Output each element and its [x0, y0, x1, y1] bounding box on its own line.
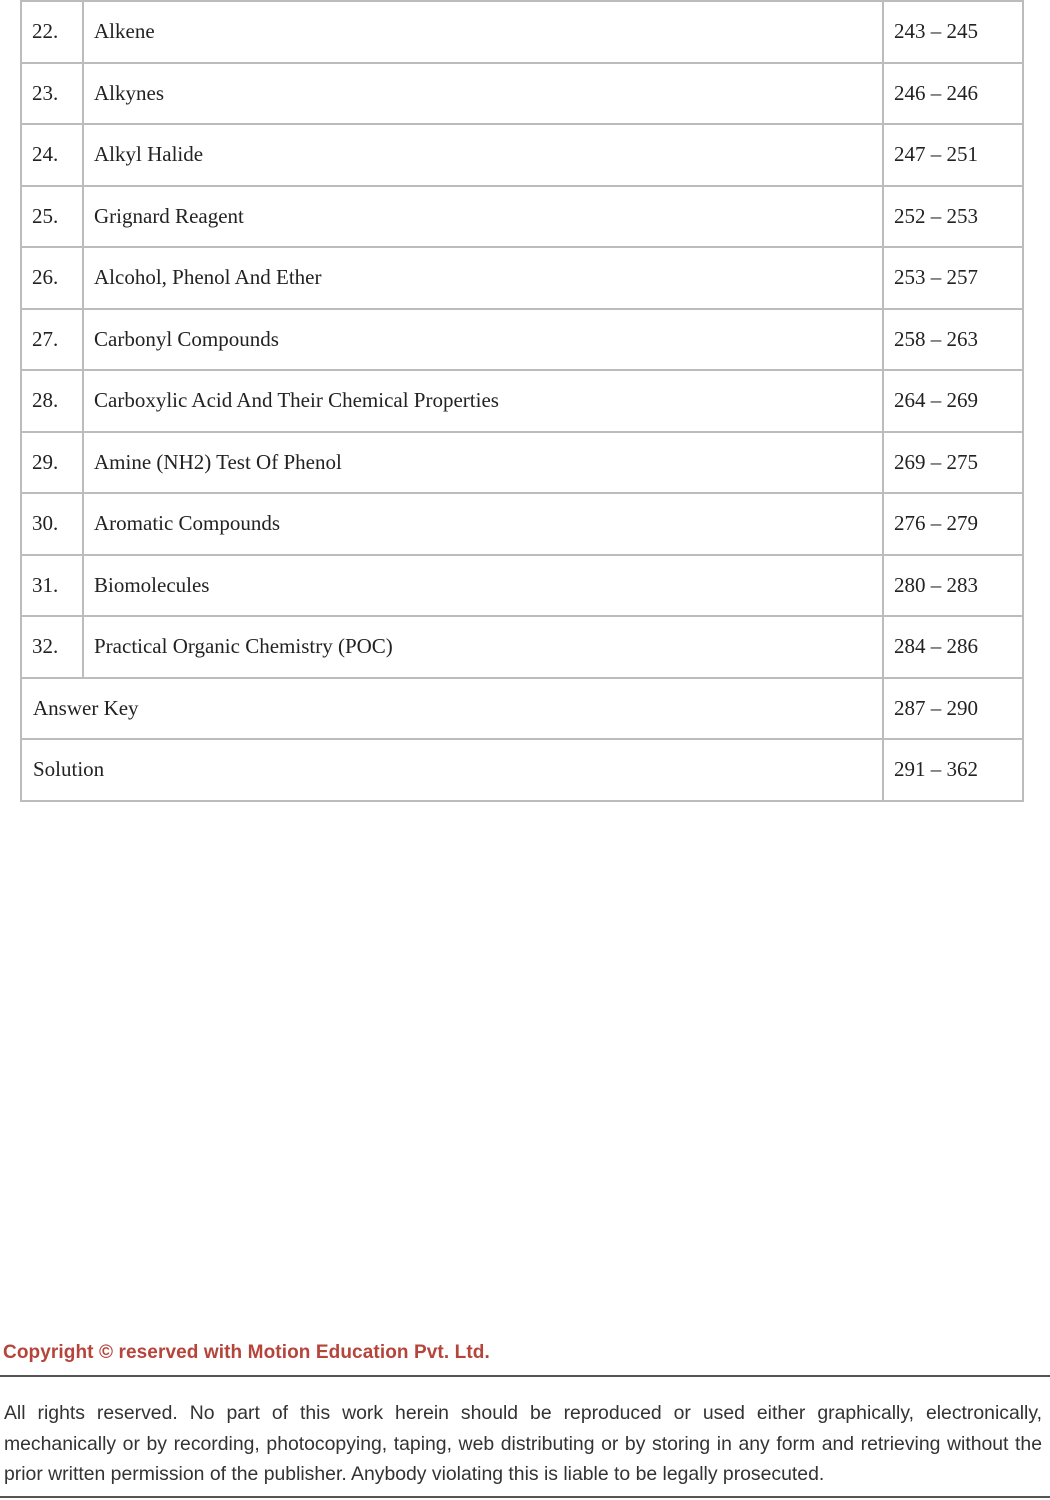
page-range: 276 – 279: [883, 493, 1023, 555]
table-row: [21, 370, 1023, 432]
chapter-number: 27.: [21, 309, 83, 371]
table-row: [21, 309, 1023, 371]
rights-statement: All rights reserved. No part of this work herein should be reproduced or used either graphically, electronically, mechanically or by recording, photocopying, taping, web distributing or by storing in any form and retrieving without the prior written permission of the publisher. Anybody violating this is liable to be legally prosecuted.: [4, 1402, 1042, 1485]
chapter-title: Practical Organic Chemistry (POC): [83, 616, 883, 678]
table-row-answer-key: [21, 678, 1023, 740]
chapter-title: Alkyl Halide: [83, 124, 883, 186]
chapter-title: Biomolecules: [83, 555, 883, 617]
page-range: 264 – 269: [883, 370, 1023, 432]
table-row-solution: [21, 739, 1023, 801]
chapter-title: Alcohol, Phenol And Ether: [83, 247, 883, 309]
table-row: [21, 432, 1023, 494]
section-title: Answer Key: [21, 678, 883, 740]
section-title: Solution: [21, 739, 883, 801]
chapter-number: 28.: [21, 370, 83, 432]
chapter-number: 26.: [21, 247, 83, 309]
chapter-title: Alkene: [83, 1, 883, 63]
chapter-number: 23.: [21, 63, 83, 125]
page-range: 246 – 246: [883, 63, 1023, 125]
chapter-number: 32.: [21, 616, 83, 678]
page-range: 291 – 362: [883, 739, 1023, 801]
page-range: 280 – 283: [883, 555, 1023, 617]
chapter-number: 24.: [21, 124, 83, 186]
chapter-number: 31.: [21, 555, 83, 617]
chapter-title: Carboxylic Acid And Their Chemical Properties: [83, 370, 883, 432]
chapter-number: 30.: [21, 493, 83, 555]
table-row: [21, 124, 1023, 186]
page-range: 284 – 286: [883, 616, 1023, 678]
chapter-title: Aromatic Compounds: [83, 493, 883, 555]
page-range: 252 – 253: [883, 186, 1023, 248]
page-range: 247 – 251: [883, 124, 1023, 186]
page-range: 243 – 245: [883, 1, 1023, 63]
page-range: 287 – 290: [883, 678, 1023, 740]
table-row: [21, 493, 1023, 555]
table-row: [21, 1, 1023, 63]
page-range: 253 – 257: [883, 247, 1023, 309]
chapter-number: 25.: [21, 186, 83, 248]
footer-divider: [0, 1496, 1050, 1498]
table-row: [21, 186, 1023, 248]
chapter-title: Amine (NH2) Test Of Phenol: [83, 432, 883, 494]
copyright-notice: Copyright © reserved with Motion Education Pvt. Ltd.: [3, 1342, 490, 1363]
chapter-title: Grignard Reagent: [83, 186, 883, 248]
chapter-number: 22.: [21, 1, 83, 63]
footer-divider: [0, 1375, 1050, 1377]
chapter-number: 29.: [21, 432, 83, 494]
table-row: [21, 616, 1023, 678]
table-row: [21, 247, 1023, 309]
table-row: [21, 63, 1023, 125]
chapter-title: Carbonyl Compounds: [83, 309, 883, 371]
chapter-title: Alkynes: [83, 63, 883, 125]
page-range: 258 – 263: [883, 309, 1023, 371]
table-row: [21, 555, 1023, 617]
table-of-contents: [20, 0, 1024, 802]
page-range: 269 – 275: [883, 432, 1023, 494]
